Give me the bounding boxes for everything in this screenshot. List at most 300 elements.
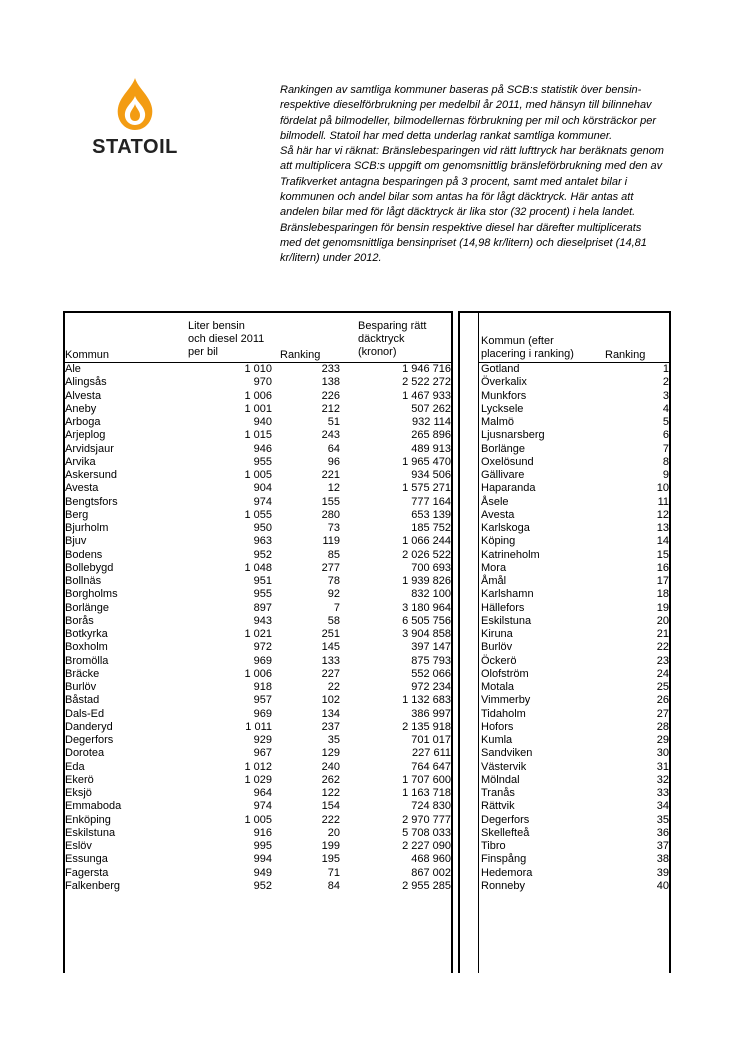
table-row bbox=[65, 774, 451, 787]
cell-kommun: Åmål bbox=[481, 575, 507, 587]
cell-besparing: 1 467 933 bbox=[402, 389, 451, 402]
table-row bbox=[481, 549, 669, 562]
table-row bbox=[481, 800, 669, 813]
cell-kommun: Gällivare bbox=[481, 469, 525, 481]
cell-liter: 955 bbox=[253, 455, 272, 468]
table-row bbox=[65, 549, 451, 562]
cell-kommun: Kumla bbox=[481, 734, 513, 746]
cell-besparing: 875 793 bbox=[411, 654, 451, 667]
cell-kommun: Köping bbox=[481, 535, 516, 548]
cell-besparing: 6 505 756 bbox=[402, 614, 451, 627]
cell-ranking: 20 bbox=[327, 826, 340, 839]
cell-kommun: Haparanda bbox=[481, 482, 536, 495]
cell-liter: 952 bbox=[253, 548, 272, 561]
header-ranking-right: Ranking bbox=[605, 349, 646, 361]
table-row bbox=[481, 774, 669, 787]
cell-ranking: 119 bbox=[322, 535, 340, 548]
cell-kommun: Dals-Ed bbox=[65, 707, 105, 720]
cell-ranking: 8 bbox=[662, 455, 669, 468]
cell-liter: 1 006 bbox=[244, 389, 272, 402]
cell-ranking: 38 bbox=[656, 853, 669, 866]
cell-liter: 1 021 bbox=[244, 628, 272, 640]
cell-ranking: 36 bbox=[656, 826, 669, 839]
cell-liter: 969 bbox=[253, 654, 272, 667]
table-row bbox=[65, 429, 451, 442]
cell-kommun: Falkenberg bbox=[65, 879, 121, 892]
table-row bbox=[481, 482, 669, 495]
cell-kommun: Överkalix bbox=[481, 376, 527, 389]
cell-ranking: 145 bbox=[321, 641, 340, 654]
cell-kommun: Burlöv bbox=[65, 681, 97, 693]
cell-ranking: 85 bbox=[327, 548, 340, 561]
cell-kommun: Bodens bbox=[65, 548, 103, 561]
cell-besparing: 934 506 bbox=[411, 469, 451, 481]
cell-liter: 952 bbox=[253, 879, 272, 892]
cell-besparing: 653 139 bbox=[411, 508, 451, 521]
table-row bbox=[481, 787, 669, 800]
cell-ranking: 7 bbox=[333, 601, 340, 614]
cell-liter: 955 bbox=[253, 588, 272, 601]
cell-ranking: 17 bbox=[656, 575, 669, 587]
cell-besparing: 468 960 bbox=[411, 853, 451, 866]
table-row bbox=[65, 509, 451, 522]
table-row bbox=[481, 443, 669, 456]
table-row bbox=[481, 416, 669, 429]
table-row bbox=[481, 840, 669, 853]
cell-besparing: 2 135 918 bbox=[402, 720, 451, 733]
cell-ranking: 5 bbox=[662, 416, 669, 428]
cell-kommun: Skellefteå bbox=[481, 826, 530, 839]
intro-paragraph-1: Rankingen av samtliga kommuner baseras på SCB:s statistik över bensin- respektive dieselförbrukning per medelbil år 2011, med hänsyn till bilinnehav fördelat på bilmodeller, bilmodellernas förbrukning per mil och körsträckor per bilmodell. Statoil har med detta underlag rankat samtliga kommuner. bbox=[280, 84, 657, 142]
cell-kommun: Katrineholm bbox=[481, 548, 540, 561]
cell-kommun: Bjuv bbox=[65, 535, 87, 548]
cell-ranking: 280 bbox=[321, 508, 340, 521]
cell-ranking: 33 bbox=[656, 787, 669, 799]
cell-ranking: 221 bbox=[321, 469, 340, 481]
header-besparing: Besparing rätt däcktryck (kronor) bbox=[358, 320, 427, 358]
cell-ranking: 24 bbox=[656, 667, 669, 680]
table-row bbox=[481, 376, 669, 389]
cell-ranking: 243 bbox=[321, 429, 340, 442]
table-row bbox=[481, 429, 669, 442]
table-row bbox=[481, 827, 669, 840]
cell-kommun: Tranås bbox=[481, 787, 515, 799]
cell-kommun: Lycksele bbox=[481, 402, 524, 415]
cell-kommun: Motala bbox=[481, 681, 515, 693]
cell-kommun: Karlskoga bbox=[481, 522, 530, 534]
table-row bbox=[481, 469, 669, 482]
cell-ranking: 14 bbox=[656, 535, 669, 548]
cell-kommun: Fagersta bbox=[65, 866, 109, 879]
cell-ranking: 2 bbox=[662, 376, 669, 389]
cell-kommun: Bollebygd bbox=[65, 561, 114, 574]
cell-ranking: 1 bbox=[662, 363, 669, 375]
cell-liter: 1 011 bbox=[245, 720, 272, 733]
cell-kommun: Ekerö bbox=[65, 773, 94, 786]
cell-kommun: Arvidsjaur bbox=[65, 442, 114, 455]
cell-kommun: Hedemora bbox=[481, 866, 533, 879]
cell-ranking: 22 bbox=[327, 681, 340, 693]
cell-besparing: 932 114 bbox=[412, 416, 451, 428]
cell-ranking: 155 bbox=[321, 495, 340, 508]
cell-ranking: 7 bbox=[662, 442, 669, 455]
cell-besparing: 2 227 090 bbox=[402, 840, 451, 852]
cell-kommun: Båstad bbox=[65, 694, 100, 707]
cell-kommun: Avesta bbox=[65, 482, 99, 495]
cell-ranking: 237 bbox=[321, 720, 340, 733]
cell-kommun: Vimmerby bbox=[481, 694, 531, 707]
cell-ranking: 3 bbox=[662, 389, 669, 402]
cell-kommun: Ale bbox=[65, 363, 81, 375]
header-kommun: Kommun bbox=[65, 349, 110, 361]
cell-besparing: 1 965 470 bbox=[402, 455, 451, 468]
cell-besparing: 3 904 858 bbox=[402, 628, 451, 640]
cell-kommun: Oxelösund bbox=[481, 455, 534, 468]
statoil-logo bbox=[70, 74, 200, 164]
header-kommun-ranked: Kommun (efter placering i ranking) bbox=[481, 335, 574, 360]
cell-besparing: 777 164 bbox=[411, 495, 451, 508]
cell-besparing: 3 180 964 bbox=[402, 601, 451, 614]
table-row bbox=[65, 708, 451, 721]
cell-liter: 974 bbox=[253, 800, 272, 813]
cell-liter: 929 bbox=[253, 734, 272, 746]
cell-ranking: 20 bbox=[656, 614, 669, 627]
table-row bbox=[481, 496, 669, 509]
table-row bbox=[481, 562, 669, 575]
table-row bbox=[65, 469, 451, 482]
table-row bbox=[65, 761, 451, 774]
cell-liter: 972 bbox=[253, 641, 272, 654]
cell-besparing: 2 026 522 bbox=[402, 548, 451, 561]
cell-ranking: 227 bbox=[321, 667, 340, 680]
cell-kommun: Avesta bbox=[481, 508, 515, 521]
cell-ranking: 71 bbox=[327, 866, 340, 879]
cell-liter: 951 bbox=[253, 575, 272, 587]
table-row bbox=[481, 641, 669, 654]
cell-ranking: 25 bbox=[656, 681, 669, 693]
cell-ranking: 12 bbox=[656, 508, 669, 521]
table-row bbox=[65, 747, 451, 760]
table-row bbox=[65, 403, 451, 416]
cell-besparing: 1 066 244 bbox=[402, 535, 451, 548]
table-row bbox=[65, 787, 451, 800]
cell-ranking: 35 bbox=[327, 734, 340, 746]
cell-ranking: 13 bbox=[656, 522, 669, 534]
cell-ranking: 39 bbox=[656, 866, 669, 879]
cell-ranking: 251 bbox=[321, 628, 340, 640]
cell-kommun: Mölndal bbox=[481, 773, 520, 786]
cell-besparing: 265 896 bbox=[411, 429, 451, 442]
cell-ranking: 102 bbox=[321, 694, 340, 707]
cell-besparing: 1 132 683 bbox=[402, 694, 451, 707]
cell-kommun: Eslöv bbox=[65, 840, 92, 852]
cell-ranking: 23 bbox=[656, 654, 669, 667]
cell-ranking: 78 bbox=[327, 575, 340, 587]
cell-kommun: Munkfors bbox=[481, 389, 527, 402]
table-row bbox=[481, 880, 669, 893]
cell-kommun: Degerfors bbox=[481, 813, 530, 826]
cell-ranking: 22 bbox=[656, 641, 669, 654]
table-row bbox=[481, 867, 669, 880]
cell-ranking: 222 bbox=[321, 813, 340, 826]
cell-kommun: Essunga bbox=[65, 853, 108, 866]
cell-kommun: Bräcke bbox=[65, 667, 100, 680]
table-row bbox=[65, 416, 451, 429]
table-row bbox=[65, 376, 451, 389]
cell-kommun: Aneby bbox=[65, 402, 97, 415]
table-row bbox=[65, 443, 451, 456]
table-row bbox=[481, 853, 669, 866]
cell-besparing: 397 147 bbox=[411, 641, 451, 654]
cell-kommun: Bollnäs bbox=[65, 575, 102, 587]
cell-ranking: 21 bbox=[656, 628, 669, 640]
table-row bbox=[481, 509, 669, 522]
cell-kommun: Arboga bbox=[65, 416, 101, 428]
cell-kommun: Dorotea bbox=[65, 747, 105, 760]
table-row bbox=[65, 602, 451, 615]
cell-liter: 949 bbox=[253, 866, 272, 879]
cell-ranking: 16 bbox=[656, 561, 669, 574]
cell-besparing: 1 707 600 bbox=[402, 773, 451, 786]
cell-besparing: 489 913 bbox=[411, 442, 451, 455]
cell-liter: 950 bbox=[253, 522, 272, 534]
cell-liter: 970 bbox=[253, 376, 272, 389]
cell-liter: 1 055 bbox=[244, 508, 272, 521]
cell-besparing: 724 830 bbox=[411, 800, 451, 813]
cell-liter: 1 001 bbox=[244, 402, 272, 415]
table-row bbox=[65, 853, 451, 866]
table-row bbox=[481, 390, 669, 403]
cell-liter: 940 bbox=[253, 416, 272, 428]
cell-kommun: Borgholms bbox=[65, 588, 118, 601]
cell-kommun: Karlshamn bbox=[481, 588, 534, 601]
cell-ranking: 12 bbox=[327, 482, 340, 495]
cell-kommun: Eskilstuna bbox=[65, 826, 116, 839]
cell-ranking: 34 bbox=[656, 800, 669, 813]
table-row bbox=[481, 615, 669, 628]
cell-besparing: 701 017 bbox=[411, 734, 451, 746]
cell-kommun: Ronneby bbox=[481, 879, 526, 892]
table-row bbox=[481, 575, 669, 588]
cell-liter: 964 bbox=[253, 787, 272, 799]
table-row bbox=[65, 363, 451, 376]
cell-liter: 1 015 bbox=[244, 429, 272, 442]
cell-kommun: Hofors bbox=[481, 720, 514, 733]
cell-liter: 946 bbox=[253, 442, 272, 455]
cell-liter: 1 010 bbox=[244, 363, 272, 375]
cell-ranking: 10 bbox=[656, 482, 669, 495]
cell-kommun: Gotland bbox=[481, 363, 520, 375]
cell-besparing: 386 997 bbox=[411, 707, 451, 720]
cell-kommun: Arjeplog bbox=[65, 429, 106, 442]
table-row bbox=[65, 456, 451, 469]
cell-kommun: Malmö bbox=[481, 416, 515, 428]
table-row bbox=[481, 694, 669, 707]
cell-ranking: 29 bbox=[656, 734, 669, 746]
cell-liter: 918 bbox=[253, 681, 272, 693]
cell-kommun: Bjurholm bbox=[65, 522, 109, 534]
cell-ranking: 35 bbox=[656, 813, 669, 826]
cell-kommun: Tibro bbox=[481, 840, 506, 852]
intro-text bbox=[280, 83, 665, 267]
cell-ranking: 212 bbox=[321, 402, 340, 415]
cell-liter: 1 006 bbox=[244, 667, 272, 680]
cell-ranking: 262 bbox=[321, 773, 340, 786]
cell-liter: 943 bbox=[253, 614, 272, 627]
table-row bbox=[65, 867, 451, 880]
cell-besparing: 2 522 272 bbox=[402, 376, 451, 389]
table-row bbox=[481, 628, 669, 641]
cell-besparing: 1 939 826 bbox=[402, 575, 451, 587]
table-row bbox=[481, 814, 669, 827]
cell-ranking: 28 bbox=[656, 720, 669, 733]
intro-paragraph-2: Så här har vi räknat: Bränslebesparingen vid rätt lufttryck har beräknats genom att multiplicera SCB:s uppgift om genomsnittlig bränsleförbrukning med den av Trafikverket antagna besparingen på 3 procent, samt med antalet bilar i kommunen och andel bilar som antas ha för lågt däcktryck. Här antas att andelen bilar med för lågt däcktryck är lika stor (32 procent) i hela landet. Bränslebesparingen för bensin respektive diesel har därefter multiplicerats med det genomsnittliga bensinpriset (14,98 kr/litern) och dieselpriset (14,81 kr/litern) under 2012. bbox=[280, 145, 664, 265]
cell-kommun: Olofström bbox=[481, 667, 529, 680]
cell-liter: 1 005 bbox=[244, 813, 272, 826]
table-row bbox=[481, 655, 669, 668]
cell-ranking: 154 bbox=[321, 800, 340, 813]
cell-ranking: 134 bbox=[321, 707, 340, 720]
cell-ranking: 51 bbox=[327, 416, 340, 428]
cell-besparing: 1 946 716 bbox=[402, 363, 451, 375]
table-row bbox=[65, 681, 451, 694]
cell-ranking: 4 bbox=[662, 402, 669, 415]
cell-ranking: 15 bbox=[656, 548, 669, 561]
table-row bbox=[481, 734, 669, 747]
cell-kommun: Burlöv bbox=[481, 641, 513, 654]
cell-kommun: Danderyd bbox=[65, 720, 113, 733]
cell-kommun: Botkyrka bbox=[65, 628, 108, 640]
cell-ranking: 37 bbox=[656, 840, 669, 852]
table-row bbox=[65, 668, 451, 681]
cell-liter: 957 bbox=[253, 694, 272, 707]
cell-liter: 916 bbox=[253, 826, 272, 839]
cell-ranking: 58 bbox=[327, 614, 340, 627]
table-row bbox=[481, 747, 669, 760]
table-row bbox=[65, 535, 451, 548]
cell-liter: 994 bbox=[253, 853, 272, 866]
cell-ranking: 73 bbox=[327, 522, 340, 534]
cell-ranking: 92 bbox=[327, 588, 340, 601]
cell-liter: 963 bbox=[253, 535, 272, 548]
cell-ranking: 129 bbox=[321, 747, 340, 760]
cell-ranking: 122 bbox=[321, 787, 340, 799]
statoil-wordmark: STATOIL bbox=[92, 136, 178, 158]
cell-kommun: Eskilstuna bbox=[481, 614, 532, 627]
cell-kommun: Boxholm bbox=[65, 641, 108, 654]
table-row bbox=[481, 761, 669, 774]
cell-kommun: Eksjö bbox=[65, 787, 92, 799]
cell-ranking: 31 bbox=[656, 760, 669, 773]
cell-kommun: Degerfors bbox=[65, 734, 114, 746]
table-row bbox=[65, 827, 451, 840]
table-row bbox=[65, 734, 451, 747]
cell-besparing: 764 647 bbox=[411, 760, 451, 773]
cell-kommun: Alingsås bbox=[65, 376, 107, 389]
table-row bbox=[65, 694, 451, 707]
cell-kommun: Rättvik bbox=[481, 800, 515, 813]
cell-besparing: 832 100 bbox=[411, 588, 451, 601]
cell-besparing: 972 234 bbox=[411, 681, 451, 693]
table-row bbox=[65, 800, 451, 813]
cell-kommun: Öckerö bbox=[481, 654, 517, 667]
table-row bbox=[65, 641, 451, 654]
table-row bbox=[65, 522, 451, 535]
table-row bbox=[481, 403, 669, 416]
cell-besparing: 1 163 718 bbox=[402, 787, 451, 799]
cell-liter: 969 bbox=[253, 707, 272, 720]
cell-besparing: 700 693 bbox=[411, 561, 451, 574]
right-table-body bbox=[481, 363, 669, 893]
cell-besparing: 185 752 bbox=[411, 522, 451, 534]
table-row bbox=[481, 535, 669, 548]
cell-liter: 904 bbox=[253, 482, 272, 495]
table-row bbox=[481, 668, 669, 681]
table-row bbox=[65, 588, 451, 601]
cell-ranking: 133 bbox=[321, 654, 340, 667]
cell-ranking: 32 bbox=[656, 773, 669, 786]
right-table-divider bbox=[478, 311, 479, 973]
cell-ranking: 40 bbox=[656, 879, 669, 892]
cell-ranking: 195 bbox=[321, 853, 340, 866]
cell-kommun: Ljusnarsberg bbox=[481, 429, 545, 442]
cell-kommun: Borlänge bbox=[481, 442, 526, 455]
table-row bbox=[65, 615, 451, 628]
cell-kommun: Mora bbox=[481, 561, 507, 574]
table-row bbox=[65, 814, 451, 827]
cell-kommun: Tidaholm bbox=[481, 707, 526, 720]
cell-kommun: Alvesta bbox=[65, 389, 102, 402]
cell-kommun: Bromölla bbox=[65, 654, 109, 667]
cell-kommun: Åsele bbox=[481, 495, 509, 508]
cell-liter: 1 048 bbox=[244, 561, 272, 574]
header-liter: Liter bensin och diesel 2011 per bil bbox=[188, 320, 265, 358]
cell-besparing: 227 611 bbox=[412, 747, 451, 760]
cell-ranking: 18 bbox=[656, 588, 669, 601]
table-row bbox=[481, 708, 669, 721]
cell-besparing: 867 002 bbox=[411, 866, 451, 879]
cell-liter: 1 029 bbox=[244, 773, 272, 786]
table-row bbox=[65, 575, 451, 588]
cell-kommun: Eda bbox=[65, 760, 85, 773]
cell-besparing: 5 708 033 bbox=[402, 826, 451, 839]
cell-kommun: Berg bbox=[65, 508, 89, 521]
table-row bbox=[65, 880, 451, 893]
cell-ranking: 84 bbox=[327, 879, 340, 892]
cell-kommun: Sandviken bbox=[481, 747, 533, 760]
table-row bbox=[481, 681, 669, 694]
cell-besparing: 2 970 777 bbox=[402, 813, 451, 826]
table-row bbox=[65, 655, 451, 668]
cell-kommun: Emmaboda bbox=[65, 800, 122, 813]
cell-kommun: Arvika bbox=[65, 455, 96, 468]
cell-ranking: 240 bbox=[321, 760, 340, 773]
cell-kommun: Askersund bbox=[65, 469, 117, 481]
cell-ranking: 233 bbox=[321, 363, 340, 375]
cell-kommun: Kiruna bbox=[481, 628, 513, 640]
cell-ranking: 26 bbox=[656, 694, 669, 707]
cell-kommun: Bengtsfors bbox=[65, 495, 118, 508]
cell-kommun: Borås bbox=[65, 614, 94, 627]
table-row bbox=[65, 390, 451, 403]
table-row bbox=[65, 840, 451, 853]
cell-ranking: 199 bbox=[321, 840, 340, 852]
cell-kommun: Enköping bbox=[65, 813, 111, 826]
cell-kommun: Västervik bbox=[481, 760, 527, 773]
cell-liter: 1 012 bbox=[244, 760, 272, 773]
cell-liter: 967 bbox=[253, 747, 272, 760]
table-row bbox=[481, 456, 669, 469]
